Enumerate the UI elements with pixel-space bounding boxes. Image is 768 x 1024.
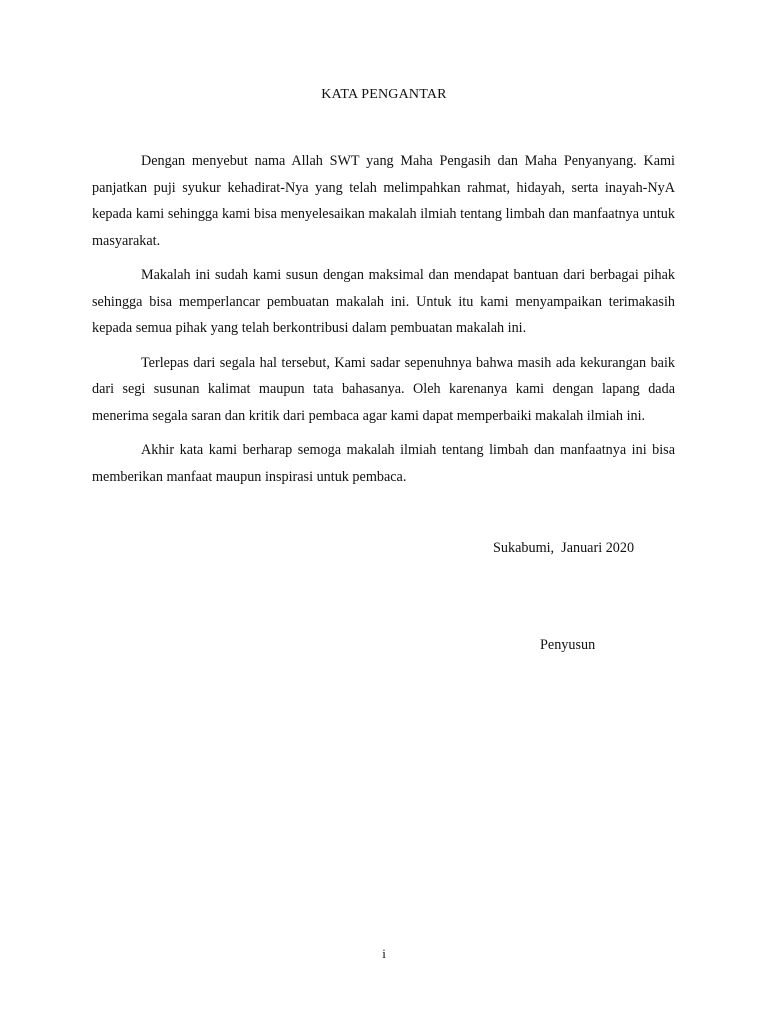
- body-text: [92, 148, 675, 498]
- paragraph: Makalah ini sudah kami susun dengan maksimal dan mendapat bantuan dari berbagai pihak sehingga bisa memperlancar pembuatan makalah ini. Untuk itu kami menyampaikan terimakasih kepada semua pihak yang telah berkontribusi dalam pembuatan makalah ini.: [92, 267, 675, 336]
- paragraph: Akhir kata kami berharap semoga makalah ilmiah tentang limbah dan manfaatnya ini bisa memberikan manfaat maupun inspirasi untuk pembaca.: [92, 442, 675, 485]
- place-date: Sukabumi, Januari 2020: [493, 540, 635, 556]
- author-signature: Penyusun: [540, 637, 596, 653]
- page-number: i: [382, 946, 386, 961]
- paragraph: Terlepas dari segala hal tersebut, Kami sadar sepenuhnya bahwa masih ada kekurangan baik dari segi susunan kalimat maupun tata bahasanya. Oleh karenanya kami dengan lapang dada menerima segala saran dan kritik dari pembaca agar kami dapat memperbaiki makalah ilmiah ini.: [92, 354, 675, 424]
- page-title: KATA PENGANTAR: [321, 87, 447, 102]
- paragraph: Dengan menyebut nama Allah SWT yang Maha Pengasih dan Maha Penyanyang. Kami panjatkan puji syukur kehadirat-Nya yang telah melimpahkan rahmat, hidayah, serta inayah-NyA kepada kami sehingga kami bisa menyelesaikan makalah ilmiah tentang limbah dan manfaatnya untuk masyarakat.: [92, 153, 675, 249]
